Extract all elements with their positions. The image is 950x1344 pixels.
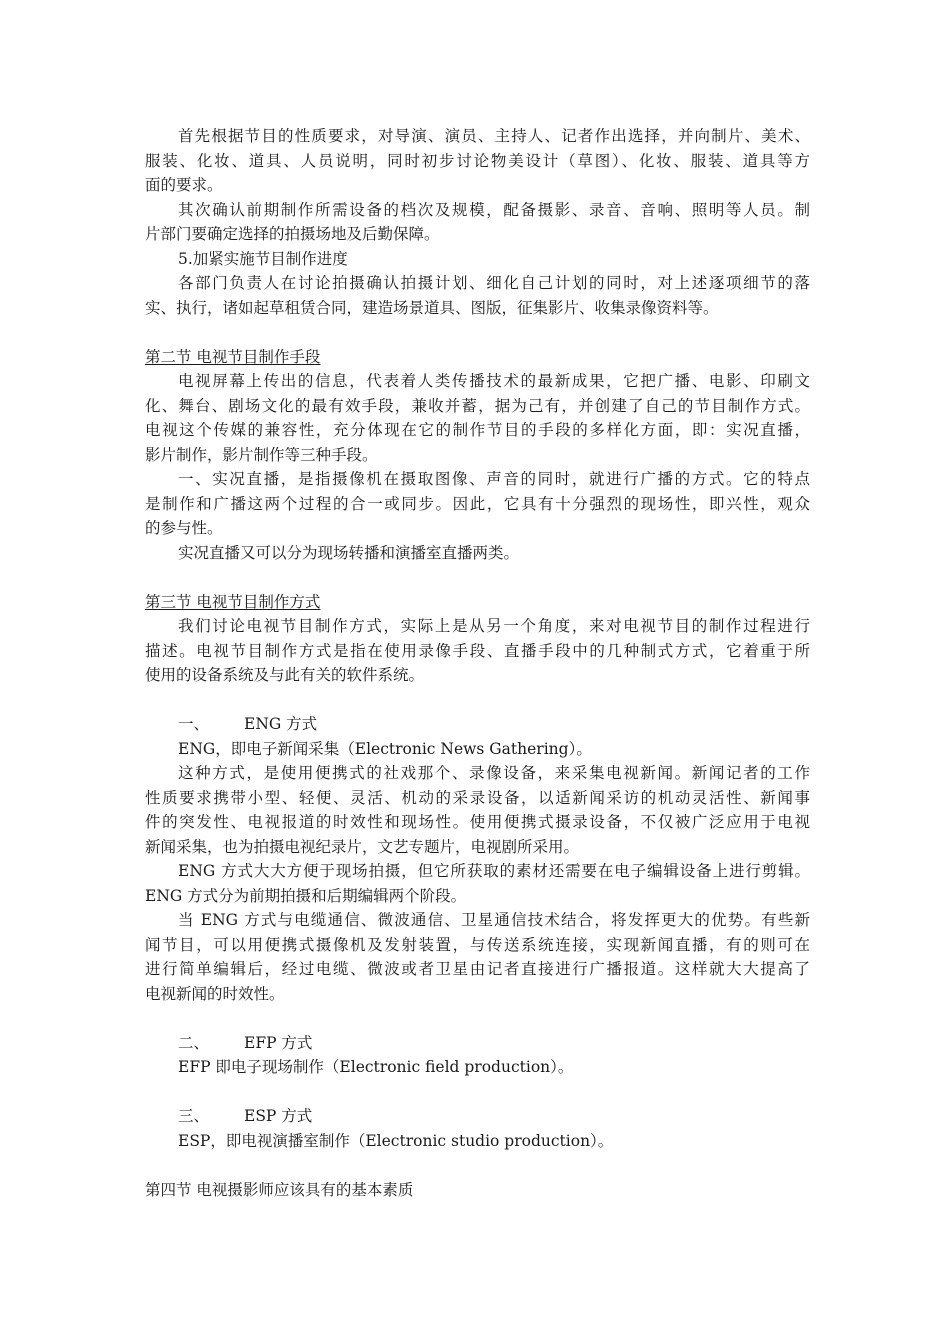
spacer — [145, 565, 810, 590]
paragraph-line: ESP，即电视演播室制作（Electronic studio production）。 — [178, 1131, 614, 1150]
subsection-heading — [145, 1104, 810, 1129]
subsection-heading — [145, 712, 810, 737]
paragraph-line: 电视屏幕上传出的信息，代表着人类传播技术的最新成果，它把广播、电影、印刷文 — [178, 372, 810, 390]
paragraph-line: 使用的设备系统及与此有关的软件系统。 — [145, 666, 425, 684]
paragraph-line: 当 ENG 方式与电缆通信、微波通信、卫星通信技术结合，将发挥更大的优势。有些新 — [178, 911, 810, 929]
paragraph-line: EFP 即电子现场制作（Electronic field production）。 — [178, 1058, 574, 1076]
paragraph-line: 服装、化妆、道具、人员说明，同时初步讨论物美设计（草图）、化妆、服装、道具等方 — [145, 151, 810, 170]
document-body — [145, 124, 810, 1202]
spacer — [145, 1006, 810, 1031]
paragraph-line: 一、实况直播，是指摄像机在摄取图像、声音的同时，就进行广播的方式。它的特点 — [178, 470, 810, 488]
paragraph-line: 面的要求。 — [145, 176, 223, 194]
subsection-title: ENG 方式 — [244, 715, 318, 733]
spacer — [145, 688, 810, 713]
paragraph-line: ENG 方式分为前期拍摄和后期编辑两个阶段。 — [145, 886, 467, 905]
paragraph-line: 闻节目，可以用便携式摄像机及发射装置，与传送系统连接，实现新闻直播，有的则可在 — [145, 935, 810, 954]
spacer — [145, 1153, 810, 1178]
paragraph-line: 我们讨论电视节目制作方式，实际上是从另一个角度，来对电视节目的制作过程进行 — [178, 617, 810, 635]
subsection-heading — [145, 1031, 810, 1056]
section-heading-text: 第二节 电视节目制作手段 — [145, 347, 321, 366]
paragraph-line: 描述。电视节目制作方式是指在使用录像手段、直播手段中的几种制式方式，它着重于所 — [145, 641, 810, 660]
section-heading — [145, 345, 810, 370]
paragraph-line: 影片制作，影片制作等三种手段。 — [145, 445, 378, 464]
paragraph-line: 实、执行，诸如起草租赁合同，建造场景道具、图版，征集影片、收集录像资料等。 — [145, 298, 719, 317]
numbered-item: 5.加紧实施节目制作进度 — [178, 249, 348, 268]
paragraph-line: 进行简单编辑后，经过电缆、微波或者卫星由记者直接进行广播报道。这样就大大提高了 — [145, 960, 810, 978]
paragraph-line: 的参与性。 — [145, 519, 223, 537]
paragraph-line: 首先根据节目的性质要求，对导演、演员、主持人、记者作出选择，并向制片、美术、 — [178, 127, 810, 145]
paragraph-line: 其次确认前期制作所需设备的档次及规模，配备摄影、录音、音响、照明等人员。制 — [178, 200, 810, 219]
section-heading-text: 第三节 电视节目制作方式 — [145, 592, 321, 611]
paragraph-line: 化、舞台、剧场文化的最有效手段，兼收并蓄，据为己有，并创建了自己的节目制作方式。 — [145, 396, 810, 415]
paragraph-line: 这种方式，是使用便携式的社戏那个、录像设备，来采集电视新闻。新闻记者的工作 — [178, 764, 810, 782]
subsection-number: 二、 — [178, 1033, 210, 1052]
subsection-number: 三、 — [178, 1107, 210, 1125]
paragraph-line: 新闻采集，也为拍摄电视纪录片，文艺专题片，电视剧所采用。 — [145, 837, 580, 856]
subsection-title: EFP 方式 — [244, 1033, 313, 1052]
section-heading: 第四节 电视摄影师应该具有的基本素质 — [145, 1180, 414, 1199]
spacer — [145, 320, 810, 345]
paragraph-line: ENG，即电子新闻采集（Electronic News Gathering）。 — [178, 739, 592, 758]
subsection-number: 一、 — [178, 715, 210, 733]
paragraph-line: 各部门负责人在讨论拍摄确认拍摄计划、细化自己计划的同时，对上述逐项细节的落 — [178, 274, 810, 292]
subsection-title: ESP 方式 — [244, 1107, 313, 1125]
section-heading — [145, 590, 810, 615]
paragraph-line: 性质要求携带小型、轻便、灵活、机动的采录设备，以适新闻采访的机动灵活性、新闻事 — [145, 788, 810, 807]
paragraph-line: 电视新闻的时效性。 — [145, 984, 285, 1003]
paragraph-line: 是制作和广播这两个过程的合一或同步。因此，它具有十分强烈的现场性，即兴性，观众 — [145, 494, 810, 513]
paragraph-line: 电视这个传媒的兼容性，充分体现在它的制作节目的手段的多样化方面，即：实况直播， — [145, 421, 810, 439]
paragraph-line: ENG 方式大大方便于现场拍摄，但它所获取的素材还需要在电子编辑设备上进行剪辑。 — [178, 862, 810, 880]
paragraph-line: 实况直播又可以分为现场转播和演播室直播两类。 — [178, 543, 520, 562]
paragraph-line: 片部门要确定选择的拍摄场地及后勤保障。 — [145, 225, 440, 243]
paragraph-line: 件的突发性、电视报道的时效性和现场性。使用便携式摄录设备，不仅被广泛应用于电视 — [145, 813, 810, 831]
spacer — [145, 1080, 810, 1105]
